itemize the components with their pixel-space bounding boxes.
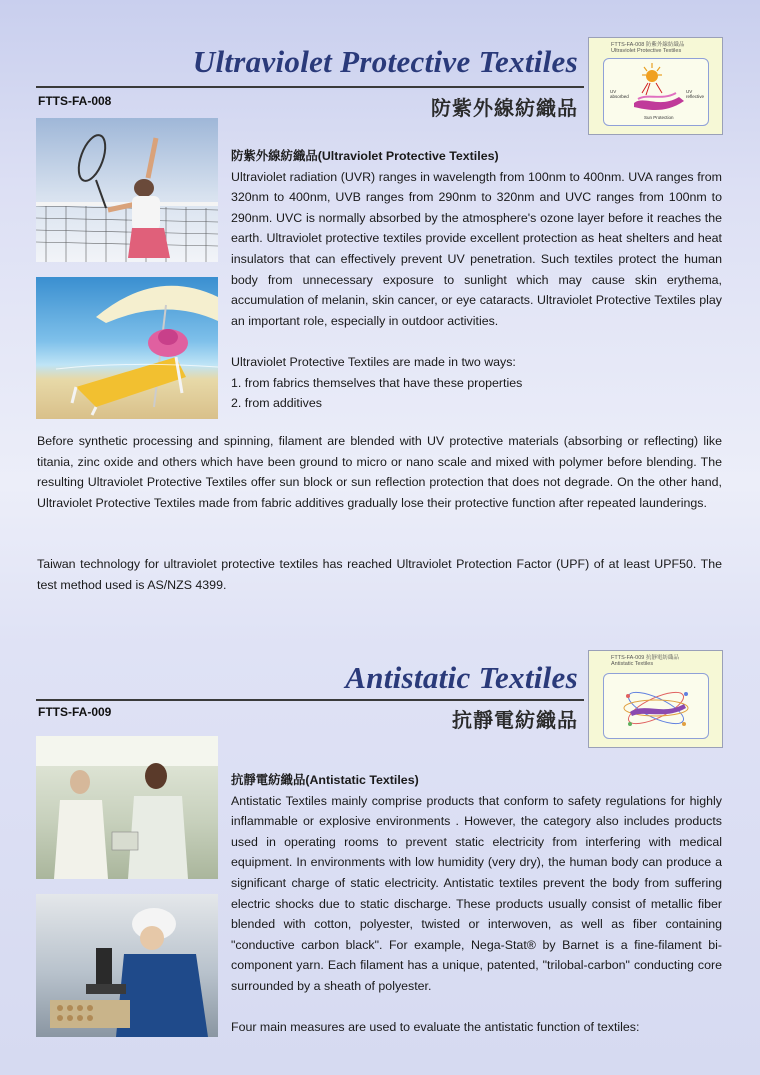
antistatic-diagram-frame (603, 673, 709, 739)
lab-workers-photo (36, 736, 218, 879)
section1-code: FTTS-FA-008 (38, 94, 112, 108)
uv-absorbed-label: UV absorbed (610, 89, 629, 99)
sun-protection-label: Sun Protection (644, 115, 674, 120)
thumb-code: FTTS-FA-008 防紫外線紡織品 (611, 42, 685, 48)
section1-paragraph-3: Taiwan technology for ultraviolet protective textiles has reached Ultraviolet Protection Factor (UPF) of at least UPF50. The test method used is AS/NZS 4399. (37, 557, 722, 592)
section2-heading: 抗靜電紡織品(Antistatic Textiles) (231, 773, 419, 787)
section1-paragraph-2: Before synthetic processing and spinning, filament are blended with UV protective materials (absorbing or reflecting) like titania, zinc oxide and others which have been ground to micro or nano scale and mixed with polymer before blending. The resulting Ultraviolet Protective Textiles offer sun block or sun reflection protection that does not degrade. On the other hand, Ultraviolet Protective Textiles made from fabric additives gradually lose their protective function after repeated launderings. (37, 434, 722, 510)
section1-intro-block (231, 146, 722, 414)
section1-intro: Ultraviolet radiation (UVR) ranges in wavelength from 100nm to 400nm. UVA ranges from 320nm to 400nm, UVB ranges from 290nm to 320nm and UVC ranges from 100nm to 290nm. UVC is normally absorbed by the atmosphere's ozone layer before it reaches the earth. Ultraviolet protective textiles provide excellent protection as heat shelters and heat insulators that can effectively prevent UV penetration. Such textiles protect the human body from unnecessary exposure to sunlight which may cause skin erythema, accumulation of melanin, skin cancer, or eye cataracts. Ultraviolet Protective Textiles play an important role, especially in outdoor activities. (231, 169, 722, 328)
section1-way-2: 2. from additives (231, 396, 322, 411)
antistatic-diagram-thumbnail (588, 650, 723, 748)
section2-code: FTTS-FA-009 (38, 705, 112, 719)
tennis-player-photo (36, 118, 218, 262)
section1-rule (36, 86, 584, 88)
uv-diagram-thumbnail (588, 37, 723, 135)
section2-title: Antistatic Textiles (345, 660, 578, 695)
uv-diagram-frame (603, 58, 709, 126)
section2-rule (36, 699, 584, 701)
thumb-title: Antistatic Textiles (611, 661, 654, 667)
section1-title-zh: 防紫外線紡織品 (431, 96, 578, 120)
section1-ways-intro: Ultraviolet Protective Textiles are made in two ways: (231, 354, 516, 369)
section2-title-zh: 抗靜電紡織品 (452, 708, 578, 732)
thumb-title: Ultraviolet Protective Textiles (611, 48, 682, 54)
static-charge-icon (604, 674, 708, 738)
beach-chair-photo (36, 277, 218, 419)
section1-heading: 防紫外線紡織品(Ultraviolet Protective Textiles) (231, 149, 499, 163)
section2-body: Antistatic Textiles mainly comprise products that conform to safety regulations for highly inflammable or explosive environments . However, the category also includes products used in operating rooms to prevent static electricity from interfering with medical equipment. In environments with low humidity (very dry), the human body can produce a significant charge of static electricity. Antistatic textiles prevent the body from suffering electric shocks due to static discharge. These products usually consist of metallic fiber blended with cotton, polyester, twisted or interwoven, as well as fiber containing "conductive carbon black". For example, Nega-Stat® by Barnet is a fine-filament bi-component yarn. Each filament has a unique, patented, "trilobal-carbon" conducting core surrounded by a sheath of polyester. (231, 793, 722, 993)
section2-measures: Four main measures are used to evaluate the antistatic function of textiles: (231, 1020, 640, 1035)
uv-reflective-label: UV reflective (686, 89, 705, 99)
section2-text-block (231, 770, 722, 1038)
section1-way-1: 1. from fabrics themselves that have these properties (231, 375, 523, 390)
lab-microscope-photo (36, 894, 218, 1037)
section1-title: Ultraviolet Protective Textiles (192, 44, 578, 79)
thumb-code: FTTS-FA-009 抗靜電紡織品 (611, 655, 679, 661)
